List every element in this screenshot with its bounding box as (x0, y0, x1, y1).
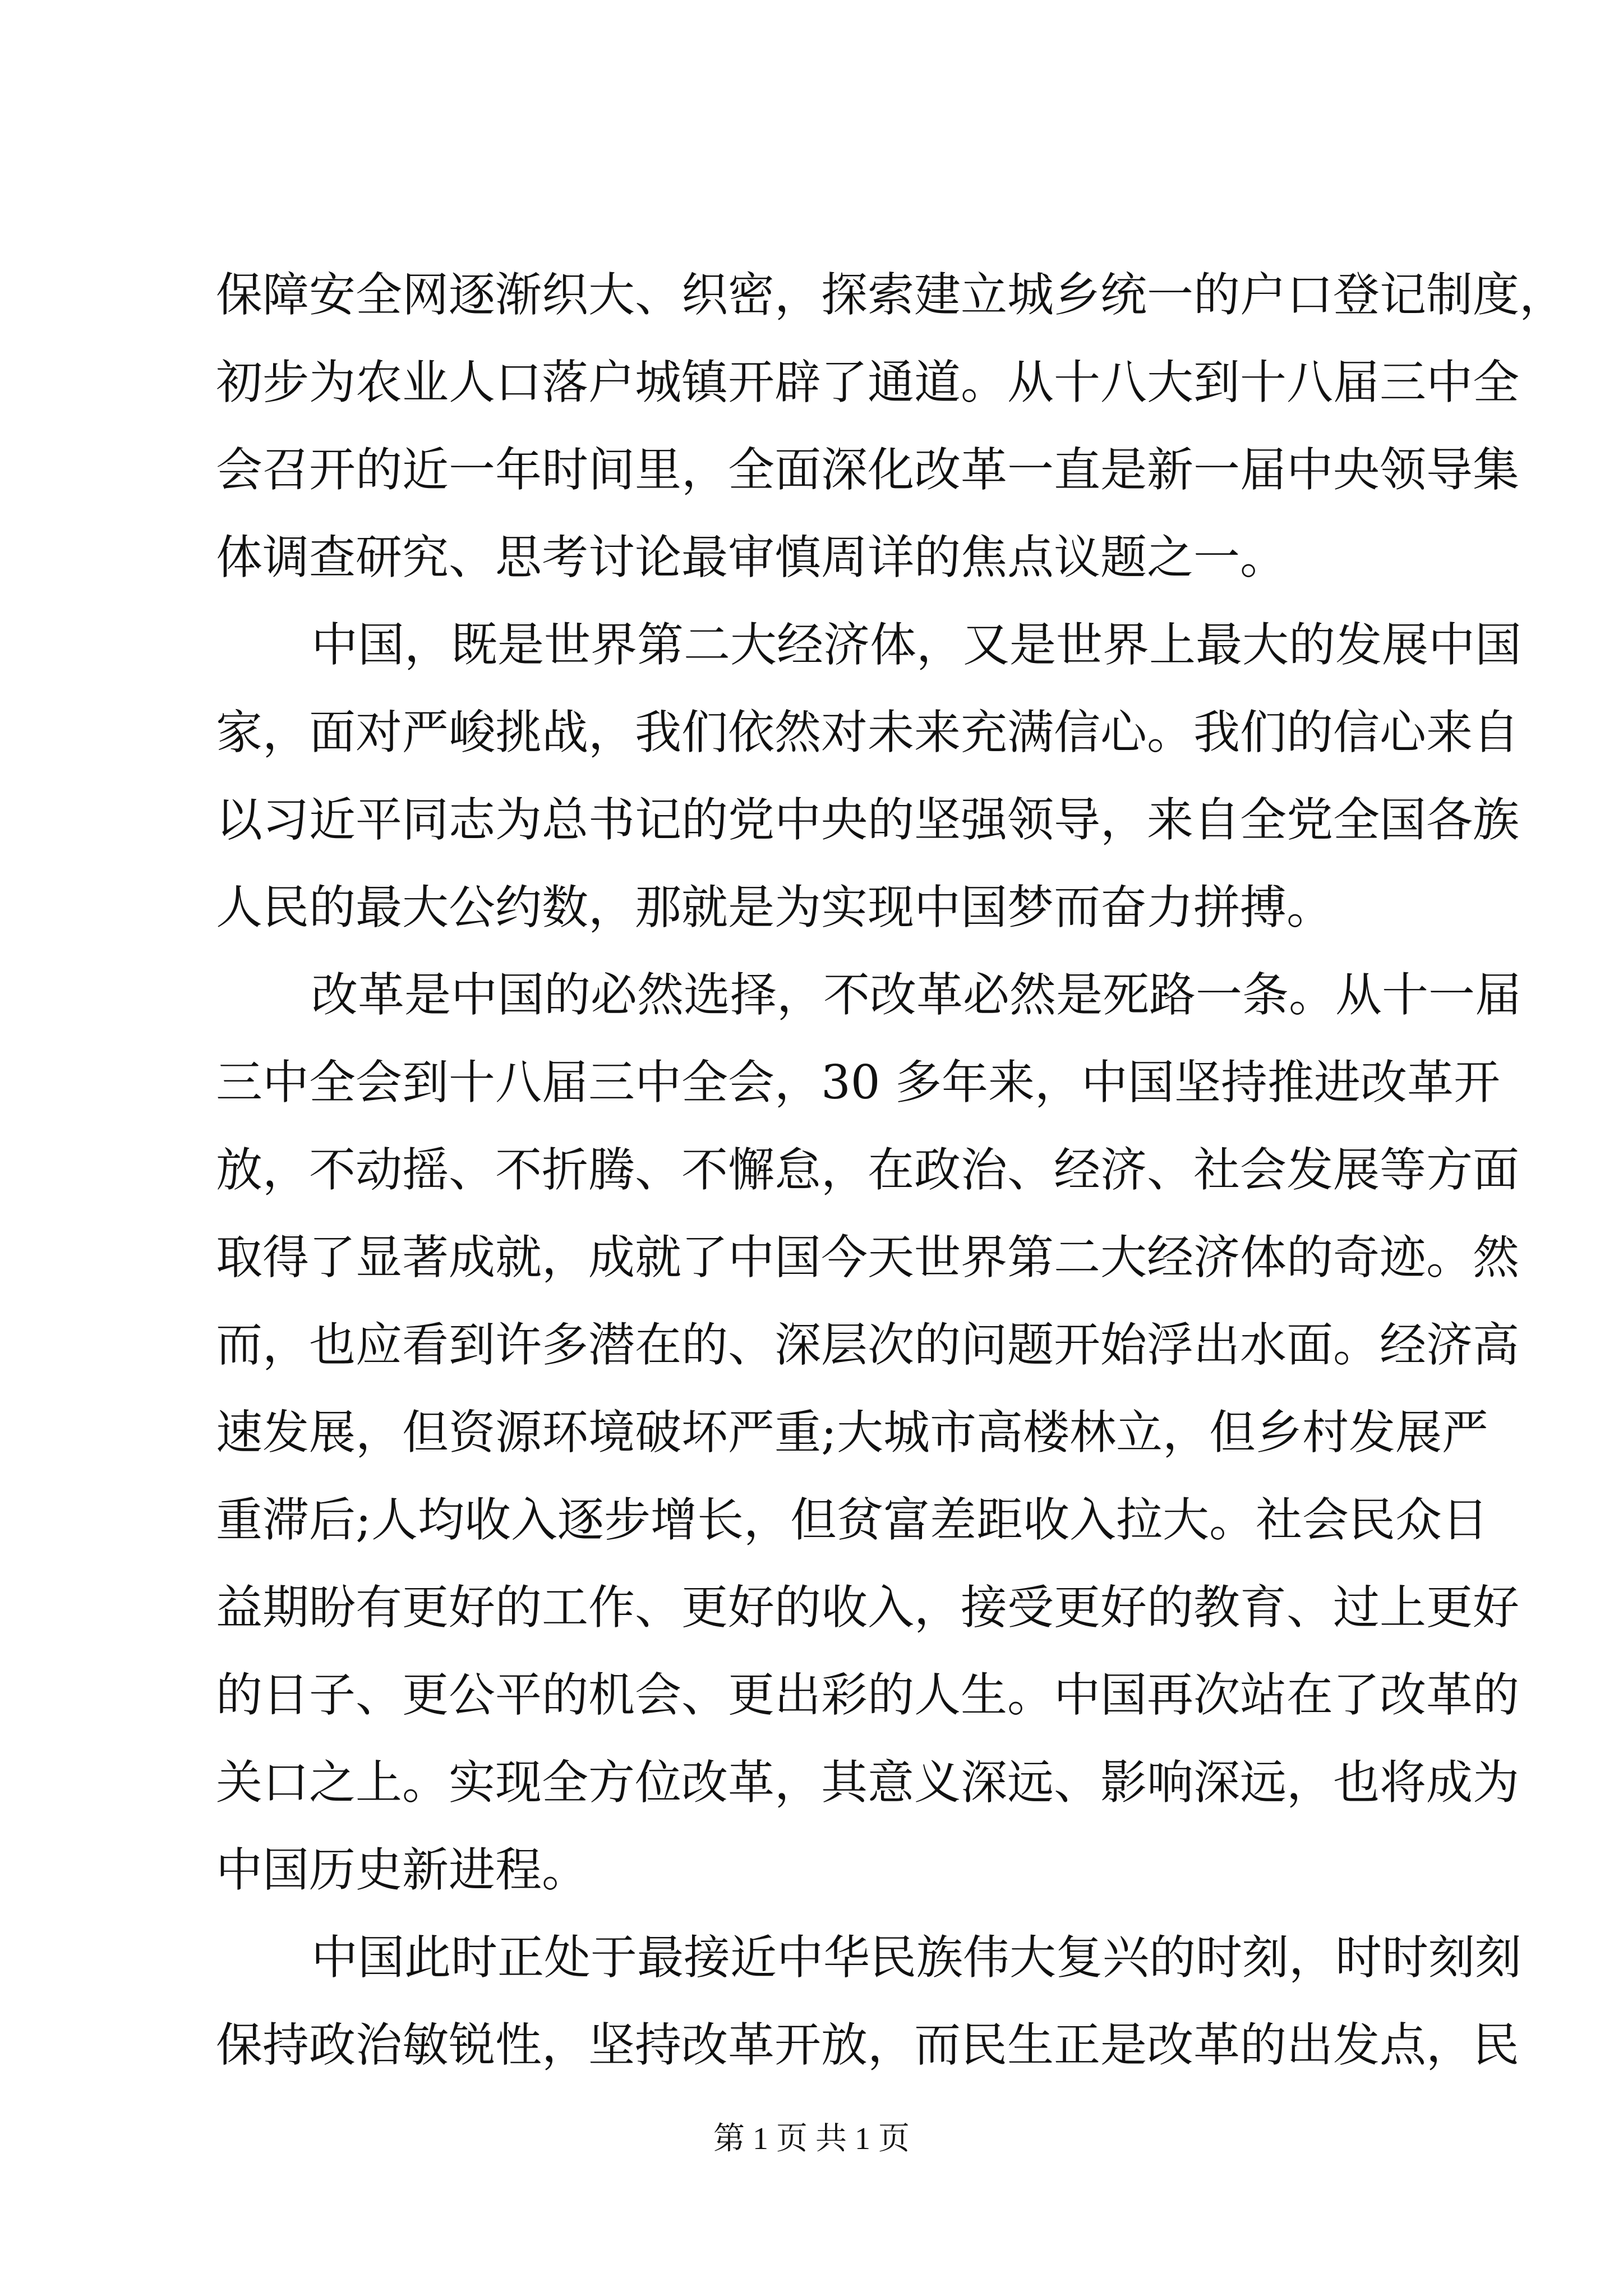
text-line: 重滞后;人均收入逐步增长，但贫富差距收入拉大。社会民众日 (216, 1493, 1488, 1547)
text-line: 放，不动摇、不折腾、不懈怠，在政治、经济、社会发展等方面 (216, 1143, 1519, 1197)
text-line: 人民的最大公约数，那就是为实现中国梦而奋力拼搏。 (216, 880, 1333, 935)
page-footer (0, 2119, 1623, 2159)
text-line: 以习近平同志为总书记的党中央的坚强领导，来自全党全国各族 (216, 793, 1519, 847)
text-line: 改革是中国的必然选择，不改革必然是死路一条。从十一届 (311, 968, 1521, 1022)
page-number-label: 第 1 页 共 1 页 (713, 2122, 910, 2156)
text-line: 而，也应看到许多潜在的、深层次的问题开始浮出水面。经济高 (216, 1318, 1519, 1372)
text-line: 保持政治敏锐性，坚持改革开放，而民生正是改革的出发点，民 (216, 2018, 1519, 2072)
text-line: 初步为农业人口落户城镇开辟了通道。从十八大到十八届三中全 (216, 355, 1519, 409)
text-line: 关口之上。实现全方位改革，其意义深远、影响深远，也将成为 (216, 1755, 1519, 1810)
text-line: 保障安全网逐渐织大、织密，探索建立城乡统一的户口登记制度， (216, 268, 1566, 322)
text-line: 中国历史新进程。 (216, 1843, 588, 1897)
text-line: 三中全会到十八届三中全会，30 多年来，中国坚持推进改革开 (216, 1055, 1500, 1110)
text-line: 中国此时正处于最接近中华民族伟大复兴的时刻，时时刻刻 (311, 1930, 1521, 1985)
document-body (216, 251, 1566, 2089)
text-line: 家，面对严峻挑战，我们依然对未来充满信心。我们的信心来自 (216, 705, 1519, 760)
text-line: 体调查研究、思考讨论最审慎周详的焦点议题之一。 (216, 530, 1287, 585)
text-line: 益期盼有更好的工作、更好的收入，接受更好的教育、过上更好 (216, 1580, 1519, 1635)
text-line: 会召开的近一年时间里，全面深化改革一直是新一届中央领导集 (216, 443, 1519, 497)
text-line: 的日子、更公平的机会、更出彩的人生。中国再次站在了改革的 (216, 1668, 1519, 1722)
text-line: 中国，既是世界第二大经济体，又是世界上最大的发展中国 (311, 618, 1521, 672)
text-line: 取得了显著成就，成就了中国今天世界第二大经济体的奇迹。然 (216, 1230, 1519, 1285)
text-line: 速发展，但资源环境破坏严重;大城市高楼林立，但乡村发展严 (216, 1405, 1488, 1460)
